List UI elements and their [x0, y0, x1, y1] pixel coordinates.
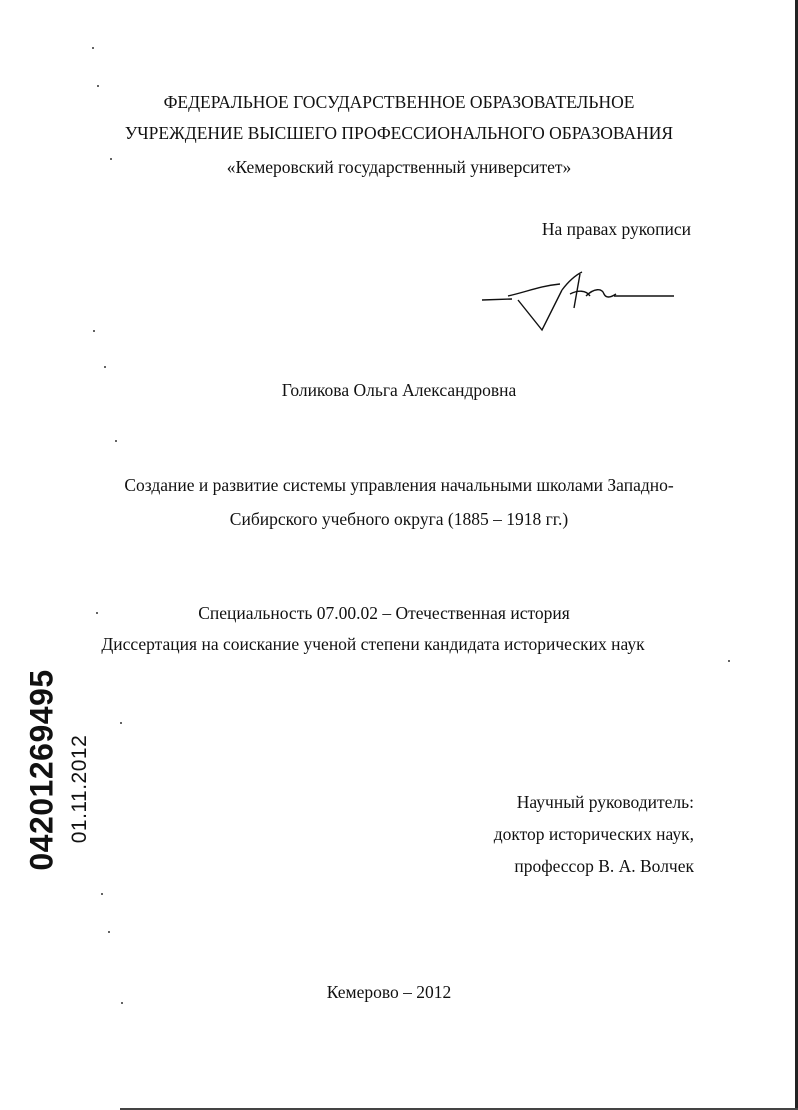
dissertation-title-line-2: Сибирского учебного округа (1885 – 1918 гг.) — [229, 509, 569, 529]
dissertation-degree: Диссертация на соискание ученой степени кандидата исторических наук — [101, 634, 645, 654]
manuscript-rights: На правах рукописи — [541, 219, 691, 239]
scan-speck — [120, 722, 122, 724]
specialty: Специальность 07.00.02 – Отечественная история — [198, 603, 570, 623]
scan-speck — [101, 893, 103, 895]
place-year: Кемерово – 2012 — [326, 982, 452, 1002]
stamp-date: 01.11.2012 — [68, 734, 91, 844]
author-name: Голикова Ольга Александровна — [281, 380, 517, 400]
institution-line-2: УЧРЕЖДЕНИЕ ВЫСШЕГО ПРОФЕССИОНАЛЬНОГО ОБРАЗОВАНИЯ — [124, 123, 674, 143]
scan-speck — [97, 85, 99, 87]
scan-speck — [93, 330, 95, 332]
supervisor-name: профессор В. А. Волчек — [514, 856, 694, 876]
scan-speck — [92, 47, 94, 49]
scan-speck — [108, 931, 110, 933]
stamp-number: 04201269495 — [23, 669, 60, 871]
scan-speck — [115, 440, 117, 442]
dissertation-title-line-1: Создание и развитие системы управления начальными школами Западно- — [124, 475, 674, 495]
signature-image — [478, 268, 674, 338]
supervisor-degree: доктор исторических наук, — [493, 824, 694, 844]
scan-speck — [728, 660, 730, 662]
scan-speck — [104, 366, 106, 368]
university-name: «Кемеровский государственный университет» — [226, 157, 572, 177]
institution-line-1: ФЕДЕРАЛЬНОЕ ГОСУДАРСТВЕННОЕ ОБРАЗОВАТЕЛЬНОЕ — [163, 92, 635, 112]
supervisor-label: Научный руководитель: — [516, 792, 694, 812]
